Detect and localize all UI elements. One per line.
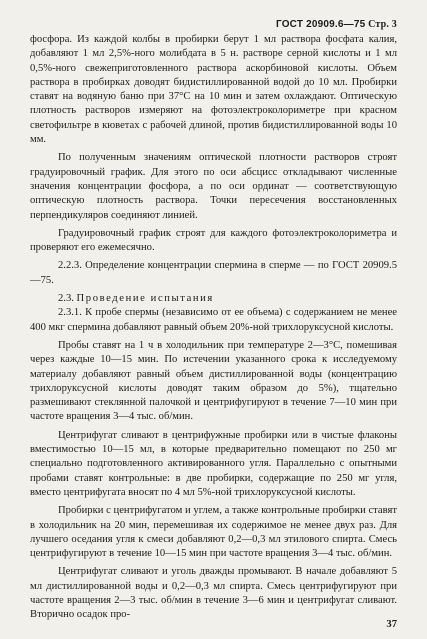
section-number: 2.3. [58,293,74,305]
page-label: Стр. 3 [368,19,397,30]
paragraph: Пробы ставят на 1 ч в холодильник при температуре 2—3°С, помешивая через каждые 10—15 мин. По истечении указанного срока к исследуемому материалу добавляют равный объем дистиллированной воды (концентрацию трихлоруксусной кислоты доводят таким образом до 5%), тщательно размешивают стеклянной палочкой и центрифугируют в течение 7—10 мин при частоте вращения 3—4 тыс. об/мин. [30,339,397,423]
document-body [30,33,397,623]
page-header [276,19,397,30]
paragraph: Центрифугат сливают и уголь дважды промывают. В начале добавляют 5 мл дистиллированной воды и 0,2—0,3 мл спирта. Смесь центрифугируют при частоте вращения 2—3 тыс. об/мин в течение 3—6 мин и центрифугат сливают. Вторично осадок про- [30,566,397,621]
paragraph: Пробирки с центрифугатом и углем, а также контрольные пробирки ставят в холодильник на 20 мин, перемешивая их содержимое не менее двух раз. Для лучшего оседания угля к смеси добавляют 0,2—0,3 мл этилового спирта. Смесь центрифугируют в течение 10—15 мин при частоте вращения 3—4 тыс. об/мин. [30,505,397,560]
standard-code: ГОСТ 20909.6—75 [275,19,366,30]
section-title: Проведение испытания [76,293,214,305]
paragraph: По полученным значениям оптической плотности растворов строят градуировочный график. Для этого по оси абсцисс откладывают численные значения концентрации фосфора, а по оси ординат — соответствующую оптическую плотность раствора. Точки пересечения восстановленных перпендикуляров соединяют линией. [30,152,397,221]
paragraph: Центрифугат сливают в центрифужные пробирки или в чистые флаконы вместимостью 10—15 мл, в которые предварительно помещают по 250 мг специально подготовленного активированного угля. Параллельно с опытными пробами ставят контрольные: в две пробирки, содержащие по 250 мг угля, вместо центрифугата вносят по 4 мл 5%-ной трихлоруксусной кислоты. [30,429,397,498]
paragraph: Градуировочный график строят для каждого фотоэлектроколориметра и проверяют его ежемесячно. [30,227,397,254]
section-heading [30,292,397,306]
paragraph: фосфора. Из каждой колбы в пробирки берут 1 мл раствора фосфата калия, добавляют 1 мл 2,5%-ного молибдата в 5 н. растворе серной кислоты и 1 мл 0,5%-ного свежеприготовленного раствора аскорбиновой кислоты. Объем раствора в пробирках доводят бидистиллированной водой до 10 мл. Пробирки ставят на водяную баню при 37°С на 10 мин и затем охлаждают. Оптическую плотность растворов измеряют на фотоэлектроколориметре при красном светофильтре в кюветах с рабочей длиной, против бидистиллированной воды 10 мм. [30,34,397,146]
paragraph: 2.2.3. Определение концентрации спермина в сперме — по ГОСТ 20909.5—75. [30,260,397,286]
page-number: 37 [386,619,397,630]
paragraph: 2.3.1. К пробе спермы (независимо от ее объема) с содержанием не менее 400 мкг спермина добавляют равный объем 20%-ной трихлоруксусной кислоты. [30,307,397,333]
